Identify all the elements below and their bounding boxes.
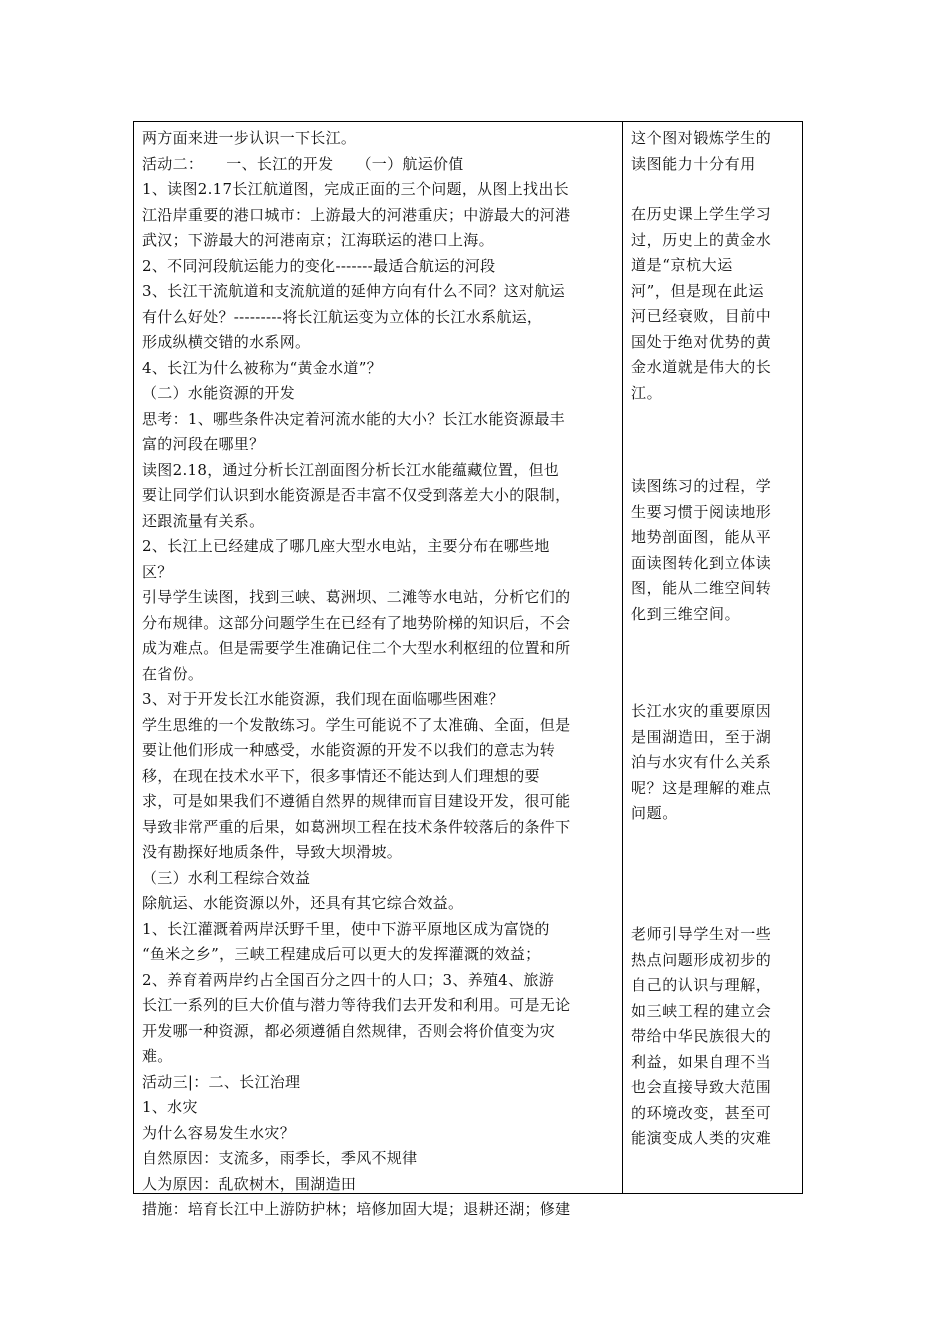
note-line: 泊与水灾有什么关系 [631,753,772,771]
lesson-line: 3、对于开发长江水能资源，我们现在面临哪些困难？ [142,690,504,708]
lesson-line: 难。 [142,1047,173,1065]
note-line: 利益，如果自理不当 [631,1052,772,1071]
note-three-gorges [631,922,796,1152]
lesson-line: 3、长江干流航道和支流航道的延伸方向有什么不同？这对航运 [142,282,565,300]
lesson-line: 措施：培育长江中上游防护林；培修加固大堤；退耕还湖；修建 [142,1200,571,1218]
lesson-line: 学生思维的一个发散练习。学生可能说不了太准确、全面，但是 [142,715,571,734]
lesson-line: （三）水利工程综合效益 [142,868,311,887]
lesson-line: 移，在现在技术水平下，很多事情还不能达到人们理想的要 [142,766,540,785]
note-line: 长江水灾的重要原因 [631,702,772,720]
lesson-line: 武汉；下游最大的河港南京；江海联运的港口上海。 [142,231,494,249]
lesson-line: 富的河段在哪里？ [142,435,265,453]
lesson-line: 4、长江为什么被称为“黄金水道”？ [142,358,382,377]
lesson-line: 1、水灾 [142,1098,198,1116]
lesson-line: 2、长江上已经建成了哪几座大型水电站，主要分布在哪些地 [142,537,550,555]
lesson-line: 有什么好处？---------将长江航运变为立体的长江水系航运， [142,307,543,326]
lesson-line: 2、不同河段航运能力的变化-------最适合航运的河段 [142,256,496,275]
lesson-line: 读图2.18，通过分析长江剖面图分析长江水能蕴藏位置，但也 [142,460,560,479]
lesson-line: 自然原因：支流多，雨季长，季风不规律 [142,1149,418,1167]
note-line: 的环境改变，甚至可 [631,1103,772,1122]
note-line: 呢？这是理解的难点 [631,778,772,797]
note-line: 国处于绝对优势的黄 [631,332,772,351]
note-line: 河已经衰败，目前中 [631,307,772,325]
lesson-line: 在省份。 [142,664,204,683]
lesson-line: 成为难点。但是需要学生准确记住二个大型水利枢纽的位置和所 [142,639,571,657]
lesson-line: 开发哪一种资源，都必须遵循自然规律，否则会将价值变为灾 [142,1021,556,1040]
note-line: 地势剖面图，能从平 [631,528,772,546]
lesson-line: 要让他们形成一种感受，水能资源的开发不以我们的意志为转 [142,741,556,759]
note-flood-causes [631,699,796,827]
note-line: 也会直接导致大范围 [631,1078,772,1096]
lesson-line: 引导学生读图，找到三峡、葛洲坝、二滩等水电站，分析它们的 [142,588,571,606]
note-line: 热点问题形成初步的 [631,950,772,969]
note-line: 面读图转化到立体读 [631,553,772,572]
lesson-line: 思考：1、哪些条件决定着河流水能的大小？长江水能资源最丰 [142,409,565,428]
teaching-notes-column [623,122,802,1193]
note-line: 带给中华民族很大的 [631,1027,772,1045]
note-golden-waterway [631,202,796,406]
note-line: 老师引导学生对一些 [631,925,772,943]
note-line: 自己的认识与理解， [631,976,772,994]
lesson-line: 长江一系列的巨大价值与潜力等待我们去开发和利用。可是无论 [142,996,571,1014]
note-profile-reading [631,474,796,627]
note-line: 能演变成人类的灾难 [631,1129,772,1147]
lesson-line: 还跟流量有关系。 [142,511,265,530]
lesson-line: 分布规律。这部分问题学生在已经有了地势阶梯的知识后，不会 [142,613,571,632]
lesson-line: 人为原因：乱砍树木，围湖造田 [142,1174,357,1193]
note-line: 读图练习的过程，学 [631,477,772,495]
lesson-line: 1、长江灌溉着两岸沃野千里，使中下游平原地区成为富饶的 [142,919,550,938]
lesson-line: 1、读图2.17长江航道图，完成正面的三个问题，从图上找出长 [142,180,569,198]
lesson-line: 两方面来进一步认识一下长江。 [142,129,357,147]
note-line: 这个图对锻炼学生的 [631,129,772,147]
note-line: 问题。 [631,804,678,822]
note-line: 图，能从二维空间转 [631,579,772,597]
lesson-line: 没有勘探好地质条件，导致大坝滑坡。 [142,843,403,861]
note-line: 生要习惯于阅读地形 [631,502,772,521]
lesson-line: 为什么容易发生水灾？ [142,1123,296,1142]
lesson-line: 求，可是如果我们不遵循自然界的规律而盲目建设开发，很可能 [142,792,571,810]
note-line: 是围湖造田，至于湖 [631,727,772,746]
lesson-line: 形成纵横交错的水系网。 [142,333,311,351]
note-line: 河”，但是现在此运 [631,281,765,300]
note-line: 化到三维空间。 [631,604,741,623]
note-line: 道是“京杭大运 [631,256,733,274]
note-line: 在历史课上学生学习 [631,205,772,223]
lesson-line: （二）水能资源的开发 [142,384,296,402]
lesson-table [133,121,803,1218]
lesson-line: 导致非常严重的后果，如葛洲坝工程在技术条件较落后的条件下 [142,817,571,836]
lesson-line: 活动三|：二、长江治理 [142,1072,301,1091]
lesson-line: 除航运、水能资源以外，还具有其它综合效益。 [142,894,464,912]
lesson-line: 区？ [142,562,173,581]
note-map-reading [631,126,796,177]
note-line: 读图能力十分有用 [631,154,756,173]
lesson-line: “鱼米之乡”，三峡工程建成后可以更大的发挥灌溉的效益； [142,945,541,963]
lesson-line: 2、养育着两岸约占全国百分之四十的人口；3、养殖4、旅游 [142,970,555,989]
lesson-line: 江沿岸重要的港口城市：上游最大的河港重庆；中游最大的河港 [142,205,571,224]
note-line: 金水道就是伟大的长 [631,358,772,376]
lesson-line: 活动二： 一、长江的开发 （一）航运价值 [142,154,464,173]
note-line: 江。 [631,383,663,402]
lesson-line: 要让同学们认识到水能资源是否丰富不仅受到落差大小的限制， [142,486,571,504]
note-line: 过，历史上的黄金水 [631,230,772,249]
lesson-content-column [134,122,623,1218]
note-line: 如三峡工程的建立会 [631,1001,772,1020]
